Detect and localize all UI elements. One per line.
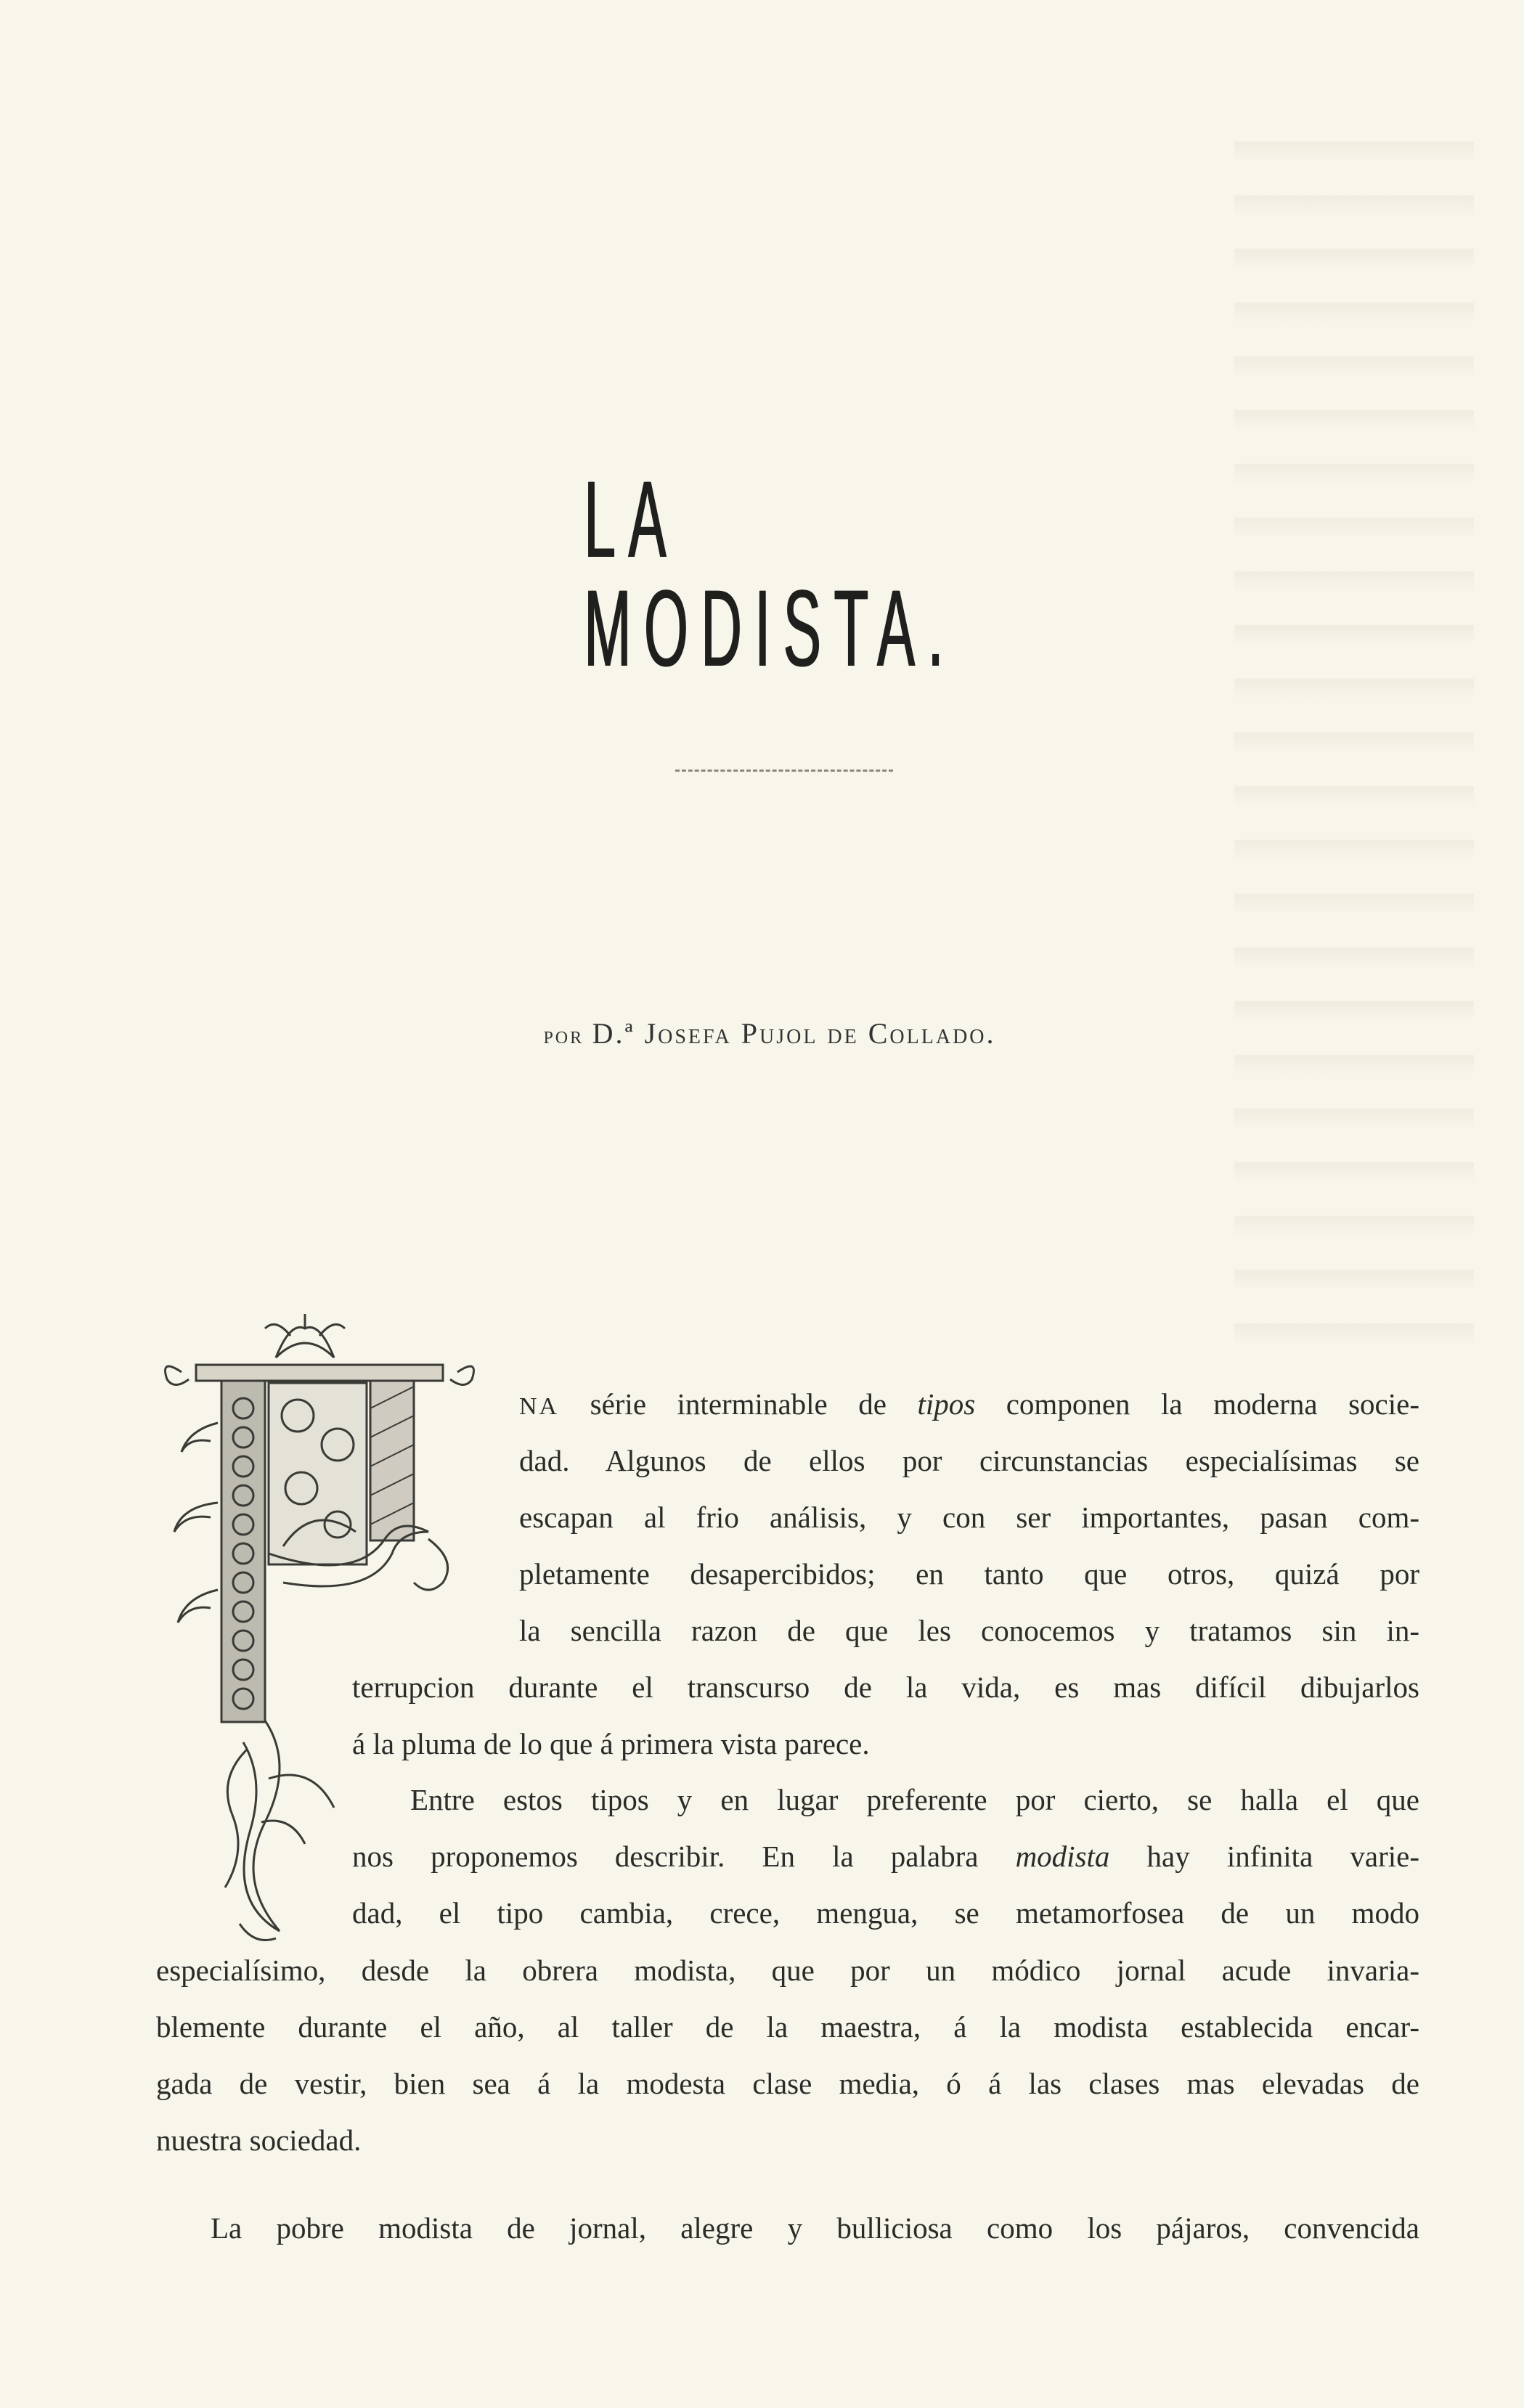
byline-prefix: por xyxy=(543,1022,584,1049)
text-line: blemente durante el año, al taller de la maestra, á la modista establecida encar- xyxy=(156,2010,1419,2044)
text-line: dad, el tipo cambia, crece, mengua, se metamorfosea de un modo xyxy=(352,1896,1419,1930)
text-line: especialísimo, desde la obrera modista, que por un módico jornal acude invaria- xyxy=(156,1954,1419,1987)
bleed-through-shadow xyxy=(1234,109,1474,1343)
text-line: escapan al frio análisis, y con ser importantes, pasan com- xyxy=(519,1501,1419,1534)
byline-author: D.ª Josefa Pujol de Collado. xyxy=(592,1017,996,1050)
text-line: nuestra sociedad. xyxy=(156,2123,362,2157)
page-title: LA MODISTA. xyxy=(583,458,956,689)
text-line: pletamente desapercibidos; en tanto que otros, quizá por xyxy=(519,1557,1419,1591)
text-line: á la pluma de lo que á primera vista parece. xyxy=(352,1727,870,1760)
paragraph-1-indented xyxy=(519,1376,1419,1659)
text-line: La pobre modista de jornal, alegre y bulliciosa como los pájaros, convencida xyxy=(211,2211,1419,2245)
text-line: nos proponemos describir. En la palabra modista hay infinita varie- xyxy=(352,1840,1419,1873)
text-line: dad. Algunos de ellos por circunstancias especialísimas se xyxy=(519,1444,1419,1477)
paragraph-3 xyxy=(211,2200,1419,2256)
paragraph-2-indented xyxy=(352,1771,1419,1941)
title-divider xyxy=(675,770,893,772)
text-line: gada de vestir, bien sea á la modesta clase media, ó á las clases mas elevadas de xyxy=(156,2067,1419,2100)
text-line: terrupcion durante el transcurso de la vida, es mas difícil dibujarlos xyxy=(352,1670,1419,1704)
text-line: Entre estos tipos y en lugar preferente por cierto, se halla el que xyxy=(410,1783,1419,1816)
paragraph-1-continued xyxy=(352,1659,1419,1772)
paragraph-2-continued xyxy=(156,1942,1419,2168)
byline xyxy=(407,1016,1133,1060)
text-line: NA série interminable de tipos componen la moderna socie- xyxy=(519,1387,1419,1421)
text-line: la sencilla razon de que les conocemos y tratamos sin in- xyxy=(519,1614,1419,1647)
